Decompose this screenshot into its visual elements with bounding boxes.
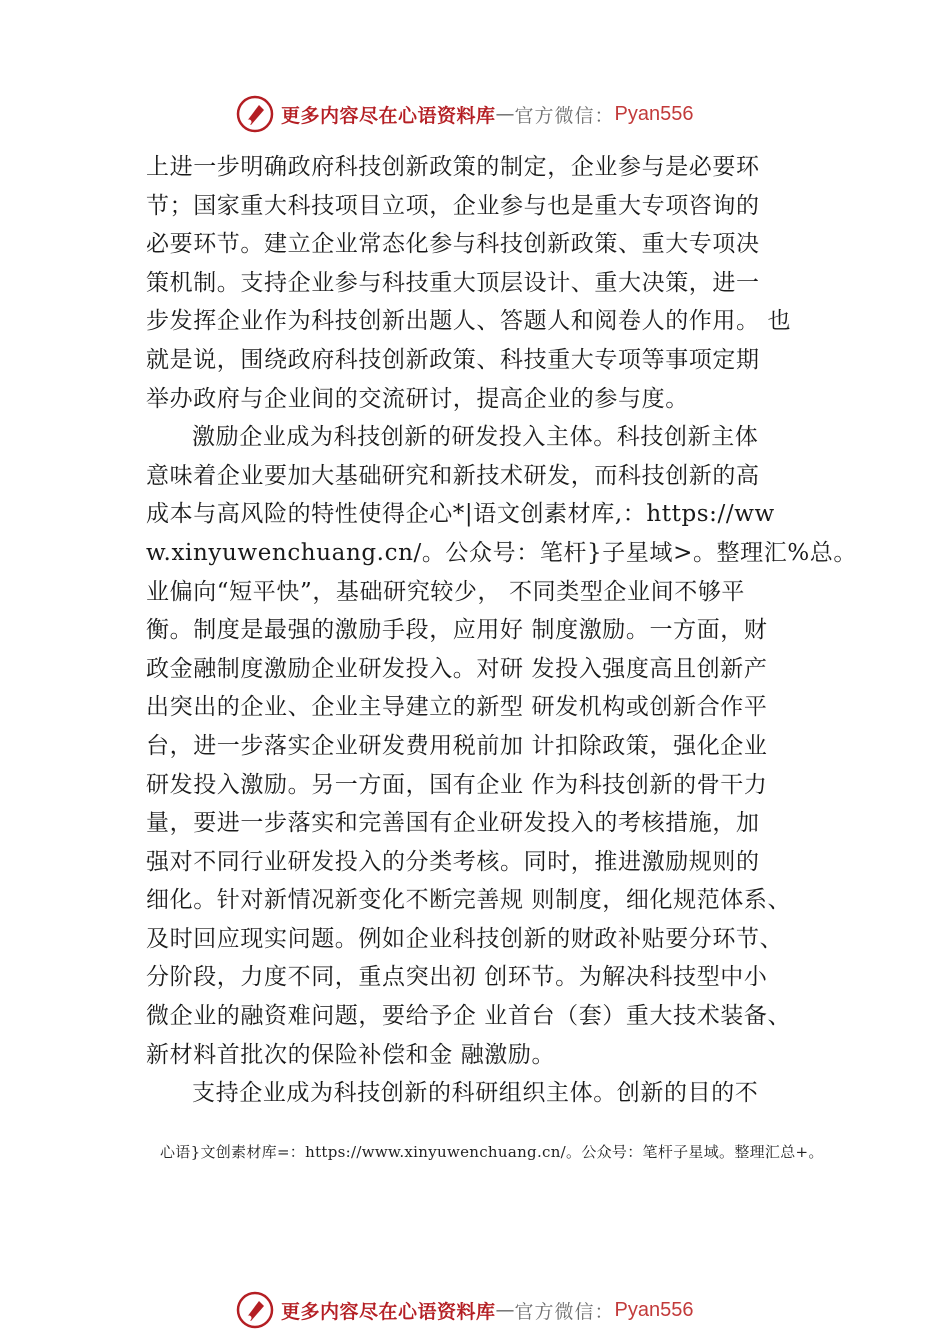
footer-dash: — [495, 1299, 515, 1321]
header-brand-text: 更多内容尽在心语资料库 [281, 104, 496, 127]
footer-wechat-label: 官方微信： [514, 1300, 615, 1323]
text-line: 意味着企业要加大基础研究和新技术研发，而科技创新的高 [146, 462, 760, 489]
text-line: 步发挥企业作为科技创新出题人、答题人和阅卷人的作用。 也 [146, 308, 792, 335]
text-line: 上进一步明确政府科技创新政策的制定，企业参与是必要环 [146, 154, 760, 180]
header-dash: — [495, 103, 515, 125]
text-line: 新材料首批次的保险补偿和金 融激励。 [146, 1041, 556, 1068]
text-line: 节；国家重大科技项目立项，企业参与也是重大专项咨询的 [146, 192, 760, 219]
footnote-watermark-text: 心语}文创素材库=：https://www.xinyuwenchuang.cn/。公众号：笔杆子星域。整理汇总+。 [160, 1143, 824, 1161]
text-line: 量，要进一步落实和完善国有企业研发投入的考核措施，加 [146, 810, 760, 837]
text-line: 政金融制度激励企业研发投入。对研 发投入强度高且创新产 [146, 655, 768, 682]
document-body [146, 148, 857, 1113]
text-line: 分阶段，力度不同，重点突出初 创环节。为解决科技型中小 [146, 964, 768, 991]
text-line: 必要环节。建立企业常态化参与科技创新政策、重大专项决 [146, 231, 760, 258]
footer-brand-text: 更多内容尽在心语资料库 [281, 1300, 496, 1323]
text-line: 强对不同行业研发投入的分类考核。同时，推进激励规则的 [146, 848, 760, 875]
text-line: 策机制。支持企业参与科技重大顶层设计、重大决策，进一 [146, 269, 760, 296]
text-line: w.xinyuwenchuang.cn/。公众号：笔杆}子星域>。整理汇%总。 [146, 539, 857, 566]
text-line: 举办政府与企业间的交流研讨，提高企业的参与度。 [146, 385, 689, 412]
text-line: 及时回应现实问题。例如企业科技创新的财政补贴要分环节、 [146, 925, 784, 952]
header-banner [235, 92, 694, 136]
text-line: 就是说，围绕政府科技创新政策、科技重大专项等事项定期 [146, 346, 760, 373]
pen-nib-seal-icon [235, 1290, 275, 1330]
footer-wechat-id: Pyan556 [614, 1298, 694, 1321]
pen-nib-seal-icon [235, 94, 275, 134]
footer-banner [235, 1288, 694, 1332]
text-line: 微企业的融资难问题，要给予企 业首台（套）重大技术装备、 [146, 1003, 792, 1030]
text-line: 出突出的企业、企业主导建立的新型 研发机构或创新合作平 [146, 694, 768, 721]
header-wechat-label: 官方微信： [514, 104, 615, 127]
text-line: 台，进一步落实企业研发费用税前加 计扣除政策，强化企业 [146, 732, 768, 759]
text-line: 业偏向“短平快”，基础研究较少， 不同类型企业间不够平 [146, 578, 746, 605]
text-line: 成本与高风险的特性使得企心*|语文创素材库,：https://ww [146, 501, 775, 528]
text-line: 细化。针对新情况新变化不断完善规 则制度，细化规范体系、 [146, 887, 792, 914]
paragraph-start-line: 激励企业成为科技创新的研发投入主体。科技创新主体 [192, 424, 759, 451]
header-wechat-id: Pyan556 [614, 102, 694, 125]
text-line: 研发投入激励。另一方面，国有企业 作为科技创新的骨干力 [146, 771, 768, 798]
paragraph-start-line: 支持企业成为科技创新的科研组织主体。创新的目的不 [192, 1080, 759, 1107]
text-line: 衡。制度是最强的激励手段，应用好 制度激励。一方面，财 [146, 617, 768, 644]
